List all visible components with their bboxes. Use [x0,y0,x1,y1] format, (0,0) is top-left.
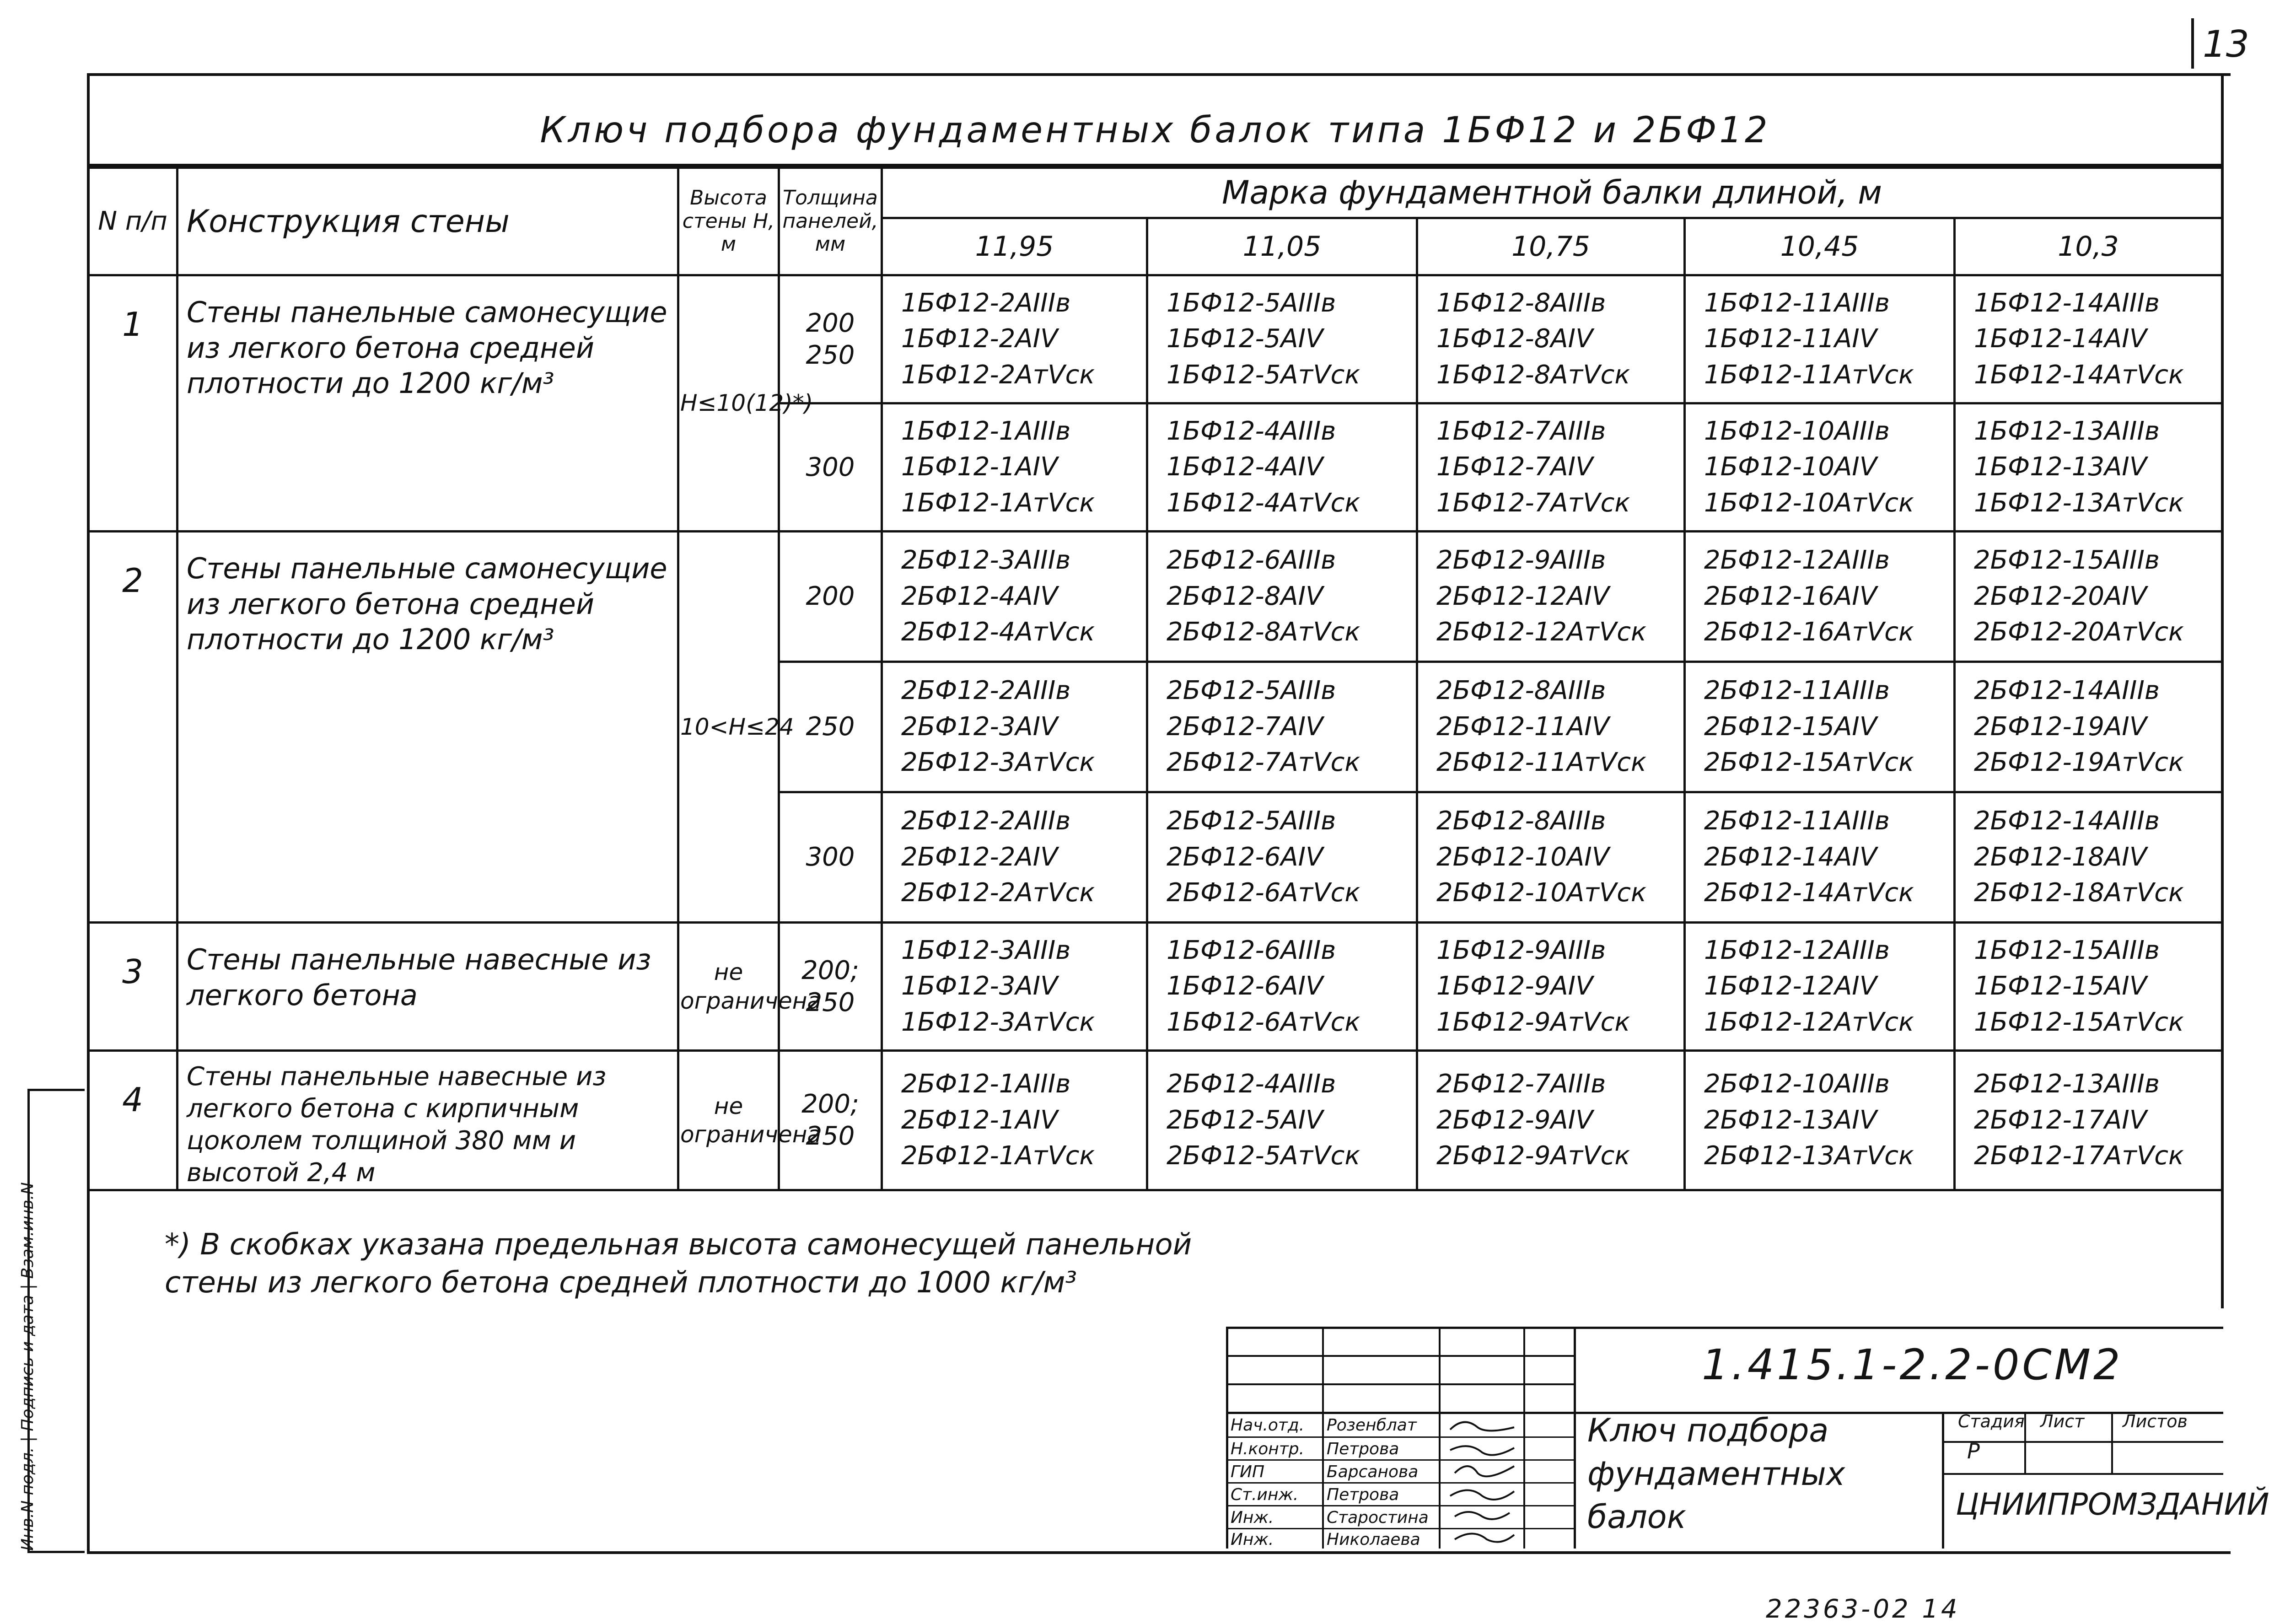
beam-mark: 2БФ12-7АIV [1167,711,1323,742]
beam-mark: 1БФ12-3АIIIв [901,935,1071,965]
beam-mark-cell [1147,792,1417,923]
beam-mark: 1БФ12-4АIIIв [1167,416,1336,446]
beam-mark-cell [1417,923,1685,1051]
page-number-divider [2191,18,2194,69]
stamp-name: Старостина [1327,1508,1429,1527]
row-num: 1 [88,275,177,532]
beam-mark: 2БФ12-12АтVск [1436,617,1646,647]
row-construction: Стены панельные самонесущие из легкого бетона средней плотности до 1200 кг/м³ [177,275,678,532]
beam-mark-cell [1147,1051,1417,1190]
row-construction: Стены панельные навесные из легкого бетона [177,923,678,1051]
beam-mark: 2БФ12-17АIV [1974,1105,2147,1135]
header-length-4: 10,45 [1685,218,1955,275]
row-thickness: 200; 250 [779,923,882,1051]
beam-mark: 1БФ12-11АIIIв [1704,288,1890,318]
beam-mark-cell [1147,662,1417,792]
beam-mark: 2БФ12-5АIIIв [1167,806,1336,836]
beam-mark: 2БФ12-6АIIIв [1167,545,1336,575]
beam-mark-cell [1417,662,1685,792]
beam-mark: 1БФ12-13АтVск [1974,488,2184,518]
beam-mark: 2БФ12-1АтVск [901,1141,1095,1171]
header-num: N п/п [88,168,177,275]
beam-mark: 2БФ12-2АIIIв [901,806,1071,836]
beam-mark: 2БФ12-19АIV [1974,711,2147,742]
row-thickness: 200 [779,532,882,662]
beam-mark: 2БФ12-17АтVск [1974,1141,2184,1171]
row-thickness: 250 [779,662,882,792]
beam-mark: 1БФ12-11АIV [1704,324,1877,354]
beam-mark: 1БФ12-9АтVск [1436,1007,1630,1037]
page-number: 13 [2203,23,2249,65]
stage-value: Р [1967,1439,1980,1463]
page-title: Ключ подбора фундаментных балок типа 1БФ12 и 2БФ12 [540,110,1770,151]
beam-mark: 2БФ12-16АIV [1704,581,1877,611]
beam-mark-cell [882,792,1147,923]
beam-mark-cell [1685,403,1955,532]
beam-mark-cell [1685,1051,1955,1190]
beam-mark: 2БФ12-18АIV [1974,842,2147,872]
beam-mark: 2БФ12-8АIV [1167,581,1323,611]
beam-mark-cell [1685,923,1955,1051]
beam-mark-cell [1417,275,1685,403]
beam-mark: 2БФ12-5АIV [1167,1105,1323,1135]
table-row [88,275,2222,403]
sheet-label: Лист [2040,1411,2085,1431]
beam-mark: 1БФ12-6АIV [1167,971,1323,1001]
beam-mark: 1БФ12-13АIIIв [1974,416,2160,446]
beam-mark: 2БФ12-4АтVск [901,617,1095,647]
stamp-name: Розенблат [1327,1416,1417,1435]
beam-mark-cell [1417,532,1685,662]
beam-mark: 1БФ12-6АтVск [1167,1007,1360,1037]
beam-mark: 1БФ12-8АIV [1436,324,1593,354]
beam-mark: 2БФ12-8АIIIв [1436,806,1606,836]
beam-mark: 2БФ12-14АтVск [1704,878,1914,908]
beam-mark-cell [882,662,1147,792]
row-num: 4 [88,1051,177,1190]
beam-mark: 1БФ12-15АтVск [1974,1007,2184,1037]
footnote: *) В скобках указана предельная высота самонесущей панельной стены из легкого бетона средней плотности до 1000 кг/м³ [165,1228,1192,1300]
beam-mark: 2БФ12-3АIIIв [901,545,1071,575]
beam-mark: 2БФ12-9АIV [1436,1105,1593,1135]
beam-mark-cell [882,403,1147,532]
row-height: 10<H≤24 [678,532,779,923]
beam-mark-cell [1955,923,2222,1051]
beam-mark-cell [1147,403,1417,532]
stamp-role: Инж. [1231,1508,1274,1527]
archive-number: 22363-02 14 [1766,1594,1960,1624]
beam-mark: 2БФ12-12АIV [1436,581,1610,611]
row-height: не ограничена [678,1051,779,1190]
beam-mark: 2БФ12-11АIV [1436,711,1610,742]
beam-mark: 2БФ12-4АIV [901,581,1058,611]
beam-mark-cell [1417,403,1685,532]
beam-mark: 2БФ12-6АтVск [1167,878,1360,908]
beam-mark: 2БФ12-11АIIIв [1704,676,1890,706]
sheets-label: Листов [2123,1411,2188,1431]
stage-label: Стадия [1958,1411,2025,1431]
stamp-name: Петрова [1327,1485,1399,1504]
beam-mark: 2БФ12-15АIIIв [1974,545,2160,575]
beam-mark: 2БФ12-20АIV [1974,581,2147,611]
beam-mark: 1БФ12-13АIV [1974,452,2147,482]
beam-mark: 1БФ12-12АIV [1704,971,1877,1001]
beam-mark: 2БФ12-3АтVск [901,747,1095,778]
beam-mark-cell [882,923,1147,1051]
row-num: 2 [88,532,177,923]
beam-mark: 2БФ12-1АIIIв [901,1069,1071,1099]
beam-mark: 1БФ12-5АтVск [1167,360,1360,390]
header-mark: Марка фундаментной балки длиной, м [882,168,2222,218]
header-thickness: Толщина панелей, мм [779,168,882,275]
beam-mark: 2БФ12-18АтVск [1974,878,2184,908]
stamp-name: Барсанова [1327,1463,1419,1481]
beam-mark: 1БФ12-1АтVск [901,488,1095,518]
beam-mark: 1БФ12-11АтVск [1704,360,1914,390]
beam-mark-cell [882,275,1147,403]
document-code: 1.415.1-2.2-0СМ2 [1702,1340,2123,1389]
side-stamp-label: Инв.N подл. | Подпись и дата | Взам.инв.N [18,1182,37,1551]
signatures [1441,1414,1523,1549]
organization: ЦНИИПРОМЗДАНИЙ [1956,1487,2269,1522]
beam-mark: 2БФ12-10АIV [1436,842,1610,872]
stamp-title: Ключ подбора фундаментных балок [1587,1412,1845,1536]
beam-mark: 1БФ12-4АIV [1167,452,1323,482]
beam-mark: 2БФ12-10АIIIв [1704,1069,1890,1099]
beam-mark: 1БФ12-7АтVск [1436,488,1630,518]
beam-mark: 1БФ12-15АIIIв [1974,935,2160,965]
table-row [88,532,2222,662]
beam-mark: 2БФ12-3АIV [901,711,1058,742]
beam-mark: 2БФ12-9АIIIв [1436,545,1606,575]
header-construction: Конструкция стены [177,168,678,275]
header-length-2: 11,05 [1147,218,1417,275]
beam-mark: 1БФ12-14АIIIв [1974,288,2160,318]
beam-mark: 1БФ12-9АIV [1436,971,1593,1001]
header-height: Высота стены H, м [678,168,779,275]
beam-mark-cell [1685,662,1955,792]
beam-mark: 1БФ12-7АIV [1436,452,1593,482]
beam-mark: 2БФ12-5АтVск [1167,1141,1360,1171]
beam-mark: 2БФ12-2АтVск [901,878,1095,908]
row-construction: Стены панельные самонесущие из легкого бетона средней плотности до 1200 кг/м³ [177,532,678,923]
beam-mark: 2БФ12-8АтVск [1167,617,1360,647]
beam-mark: 2БФ12-2АIIIв [901,676,1071,706]
beam-mark-cell [1955,403,2222,532]
beam-mark: 2БФ12-4АIIIв [1167,1069,1336,1099]
beam-selection-table [87,167,2223,1191]
beam-mark: 2БФ12-8АIIIв [1436,676,1606,706]
beam-mark-cell [1955,532,2222,662]
beam-mark-cell [1955,275,2222,403]
beam-mark: 1БФ12-5АIIIв [1167,288,1336,318]
beam-mark: 1БФ12-2АтVск [901,360,1095,390]
beam-mark: 2БФ12-11АтVск [1436,747,1646,778]
stamp-role: ГИП [1231,1463,1265,1481]
beam-mark: 1БФ12-12АтVск [1704,1007,1914,1037]
beam-mark-cell [1417,1051,1685,1190]
beam-mark-cell [1685,275,1955,403]
beam-mark: 2БФ12-10АтVск [1436,878,1646,908]
beam-mark: 1БФ12-8АтVск [1436,360,1630,390]
beam-mark: 2БФ12-6АIV [1167,842,1323,872]
beam-mark-cell [882,1051,1147,1190]
beam-mark: 2БФ12-9АтVск [1436,1141,1630,1171]
beam-mark: 2БФ12-12АIIIв [1704,545,1890,575]
beam-mark: 2БФ12-13АтVск [1704,1141,1914,1171]
beam-mark: 2БФ12-5АIIIв [1167,676,1336,706]
beam-mark: 2БФ12-2АIV [901,842,1058,872]
header-length-1: 11,95 [882,218,1147,275]
beam-mark: 1БФ12-9АIIIв [1436,935,1606,965]
table-row [88,923,2222,1051]
stamp-name: Петрова [1327,1440,1399,1458]
beam-mark: 1БФ12-14АтVск [1974,360,2184,390]
row-thickness: 300 [779,792,882,923]
stamp-role: Н.контр. [1231,1440,1305,1458]
beam-mark: 2БФ12-1АIV [901,1105,1058,1135]
beam-mark: 1БФ12-14АIV [1974,324,2147,354]
beam-mark: 2БФ12-20АтVск [1974,617,2184,647]
beam-mark-cell [1685,532,1955,662]
beam-mark: 2БФ12-11АIIIв [1704,806,1890,836]
beam-mark: 1БФ12-6АIIIв [1167,935,1336,965]
beam-mark: 1БФ12-10АIIIв [1704,416,1890,446]
beam-mark: 2БФ12-7АтVск [1167,747,1360,778]
beam-mark-cell [882,532,1147,662]
beam-mark: 2БФ12-15АтVск [1704,747,1914,778]
beam-mark: 1БФ12-2АIV [901,324,1058,354]
beam-mark-cell [1147,275,1417,403]
row-thickness: 200; 250 [779,1051,882,1190]
beam-mark-cell [1955,792,2222,923]
beam-mark: 1БФ12-5АIV [1167,324,1323,354]
beam-mark: 1БФ12-3АтVск [901,1007,1095,1037]
beam-mark-cell [1955,662,2222,792]
beam-mark-cell [1685,792,1955,923]
header-length-3: 10,75 [1417,218,1685,275]
beam-mark: 2БФ12-16АтVск [1704,617,1914,647]
beam-mark: 1БФ12-2АIIIв [901,288,1071,318]
beam-mark: 1БФ12-10АтVск [1704,488,1914,518]
stamp-name: Николаева [1327,1530,1420,1549]
row-num: 3 [88,923,177,1051]
beam-mark: 1БФ12-8АIIIв [1436,288,1606,318]
beam-mark: 2БФ12-13АIV [1704,1105,1877,1135]
beam-mark: 1БФ12-10АIV [1704,452,1877,482]
row-height: H≤10(12)*) [678,275,779,532]
beam-mark: 1БФ12-4АтVск [1167,488,1360,518]
beam-mark: 2БФ12-14АIIIв [1974,806,2160,836]
row-thickness: 200 250 [779,275,882,403]
stamp-role: Нач.отд. [1231,1416,1305,1435]
row-height: не ограничена [678,923,779,1051]
beam-mark-cell [1147,923,1417,1051]
header-length-5: 10,3 [1955,218,2222,275]
beam-mark: 1БФ12-1АIV [901,452,1058,482]
stamp-role: Инж. [1231,1530,1274,1549]
beam-mark: 2БФ12-13АIIIв [1974,1069,2160,1099]
beam-mark-cell [1955,1051,2222,1190]
stamp-role: Ст.инж. [1231,1485,1299,1504]
beam-mark: 1БФ12-1АIIIв [901,416,1071,446]
beam-mark: 1БФ12-3АIV [901,971,1058,1001]
row-thickness: 300 [779,403,882,532]
beam-mark: 2БФ12-7АIIIв [1436,1069,1606,1099]
beam-mark-cell [1417,792,1685,923]
beam-mark-cell [1147,532,1417,662]
table-row [88,1051,2222,1190]
row-construction: Стены панельные навесные из легкого бетона с кирпичным цоколем толщиной 380 мм и высотой 2,4 м [177,1051,678,1190]
beam-mark: 2БФ12-14АIIIв [1974,676,2160,706]
beam-mark: 1БФ12-7АIIIв [1436,416,1606,446]
beam-mark: 1БФ12-15АIV [1974,971,2147,1001]
beam-mark: 2БФ12-14АIV [1704,842,1877,872]
beam-mark: 1БФ12-12АIIIв [1704,935,1890,965]
beam-mark: 2БФ12-15АIV [1704,711,1877,742]
beam-mark: 2БФ12-19АтVск [1974,747,2184,778]
